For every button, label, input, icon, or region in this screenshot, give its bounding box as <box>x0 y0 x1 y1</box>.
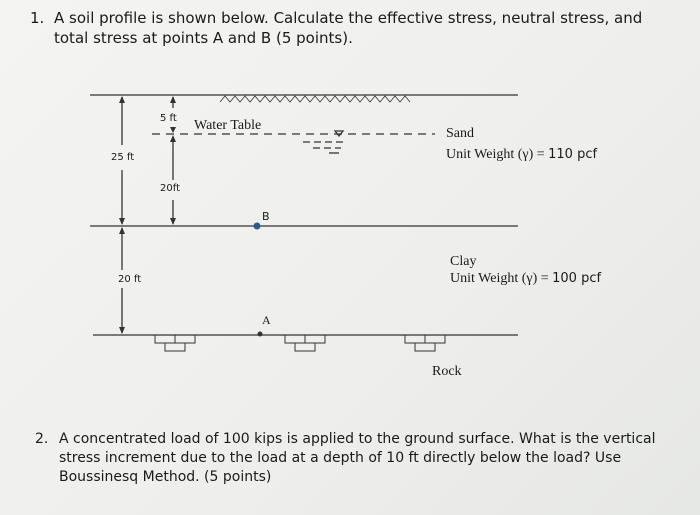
question-2-text: A concentrated load of 100 kips is applied to the ground surface. What is the vertical stress increment due to the load at a depth of 10 ft directly below the load? Use Boussinesq Method. (5 points) <box>59 431 656 485</box>
point-b-label: B <box>262 210 270 223</box>
sand-weight-text: Unit Weight (γ) = <box>446 147 545 162</box>
point-a-label: A <box>262 313 271 327</box>
rock-symbols <box>155 335 445 351</box>
sand-label: Sand <box>446 126 474 141</box>
clay-weight-text: Unit Weight (γ) = <box>450 271 549 286</box>
question-1-number: 1. <box>30 9 45 27</box>
rock-label: Rock <box>432 364 462 379</box>
clay-weight-value: 100 pcf <box>552 271 602 286</box>
question-2-number: 2. <box>35 431 49 447</box>
sand-unit-weight-label <box>446 147 597 163</box>
ground-hatch <box>220 96 410 102</box>
question-2 <box>35 430 675 487</box>
clay-unit-weight-label <box>450 271 601 287</box>
dim-25-label: 25 ft <box>111 152 135 163</box>
sand-weight-value: 110 pcf <box>548 147 598 162</box>
dim-20-clay-label: 20 ft <box>118 274 142 285</box>
dim-5-label: 5 ft <box>160 113 177 124</box>
question-1-text: A soil profile is shown below. Calculate the effective stress, neutral stress, and total stress at points A and B (5 points). <box>54 9 643 47</box>
clay-label: Clay <box>450 254 477 269</box>
point-a-marker <box>258 332 263 337</box>
point-b-marker <box>254 223 261 230</box>
water-table-label: Water Table <box>194 118 262 133</box>
dim-20ft-label: 20ft <box>160 183 180 194</box>
